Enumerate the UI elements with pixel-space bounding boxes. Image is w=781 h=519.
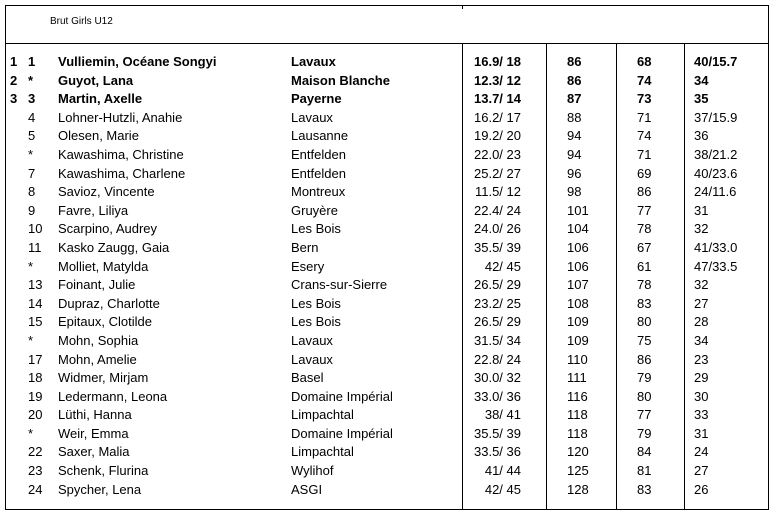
net-score: 74 [637, 72, 652, 88]
position-cell: 5 [28, 128, 36, 144]
net-score: 84 [637, 444, 652, 460]
handicap-cell: 24.0/ 26 [474, 221, 521, 237]
player-name: Mohn, Amelie [58, 351, 137, 367]
brut-score: 98 [567, 184, 582, 200]
position-cell: 22 [28, 444, 43, 460]
club-name: Lavaux [291, 109, 333, 125]
player-name: Dupraz, Charlotte [58, 295, 160, 311]
club-name: Domaine Impérial [291, 388, 393, 404]
points-cell: 37/15.9 [694, 109, 738, 125]
brut-score: 109 [567, 314, 589, 330]
brut-score: 111 [567, 370, 587, 386]
brut-score: 125 [567, 463, 589, 479]
handicap-cell: 22.4/ 24 [474, 202, 521, 218]
brut-score: 116 [567, 388, 588, 404]
club-name: Lavaux [291, 351, 333, 367]
table-row [6, 165, 768, 184]
club-name: Entfelden [291, 146, 346, 162]
position-cell: 14 [28, 295, 43, 311]
club-name: Lavaux [291, 54, 336, 69]
handicap-cell: 38/ 41 [484, 407, 521, 423]
player-name: Kawashima, Charlene [58, 165, 186, 181]
handicap-cell: 33.5/ 36 [474, 444, 521, 460]
results-table [5, 5, 769, 510]
table-row [6, 90, 768, 109]
club-name: Limpachtal [291, 444, 354, 460]
handicap-cell: 22.0/ 23 [474, 146, 521, 162]
player-name: Vulliemin, Océane Songyi [58, 54, 217, 69]
table-row [6, 425, 768, 444]
club-name: Limpachtal [291, 407, 354, 423]
brut-score: 110 [567, 351, 588, 367]
handicap-cell: 12.3/ 12 [474, 72, 521, 88]
player-name: Widmer, Mirjam [58, 370, 149, 386]
net-score: 79 [637, 370, 652, 386]
handicap-cell: 42/ 45 [484, 258, 521, 274]
handicap-cell: 23.2/ 25 [474, 295, 521, 311]
table-row [6, 53, 768, 72]
points-cell: 28 [694, 314, 709, 330]
handicap-cell: 33.0/ 36 [474, 388, 521, 404]
points-cell: 33 [694, 407, 709, 423]
header-tick-mark [462, 6, 463, 9]
position-cell: 7 [28, 165, 36, 181]
table-row [6, 295, 768, 314]
rank-cell: 3 [10, 91, 18, 107]
position-cell: 10 [28, 221, 43, 237]
table-row [6, 332, 768, 351]
club-name: Montreux [291, 184, 346, 200]
table-header [6, 6, 768, 44]
net-score: 77 [637, 407, 652, 423]
table-row [6, 481, 768, 500]
table-row [6, 462, 768, 481]
position-cell: * [28, 146, 34, 162]
net-score: 78 [637, 277, 652, 293]
club-name: ASGI [291, 481, 323, 497]
position-cell: 9 [28, 202, 36, 218]
club-name: Bern [291, 239, 319, 255]
handicap-cell: 30.0/ 32 [474, 370, 521, 386]
handicap-cell: 13.7/ 14 [474, 91, 521, 107]
brut-score: 101 [567, 202, 589, 218]
net-score: 80 [637, 388, 652, 404]
club-name: Maison Blanche [291, 72, 390, 88]
position-cell: * [28, 425, 34, 441]
points-cell: 31 [694, 202, 709, 218]
points-cell: 34 [694, 332, 709, 348]
net-score: 68 [637, 54, 652, 69]
brut-score: 94 [567, 146, 582, 162]
rank-cell: 2 [10, 72, 18, 88]
handicap-cell: 26.5/ 29 [474, 314, 521, 330]
handicap-cell: 35.5/ 39 [474, 425, 521, 441]
points-cell: 32 [694, 221, 709, 237]
player-name: Weir, Emma [58, 425, 129, 441]
player-name: Kawashima, Christine [58, 146, 184, 162]
player-name: Saxer, Malia [58, 444, 130, 460]
table-row [6, 183, 768, 202]
club-name: Les Bois [291, 295, 341, 311]
net-score: 78 [637, 221, 652, 237]
handicap-cell: 11.5/ 12 [474, 184, 521, 200]
player-name: Lohner-Hutzli, Anahie [58, 109, 183, 125]
points-cell: 36 [694, 128, 709, 144]
position-cell: 20 [28, 407, 43, 423]
points-cell: 32 [694, 277, 709, 293]
points-cell: 47/33.5 [694, 258, 738, 274]
position-cell: * [28, 332, 34, 348]
player-name: Schenk, Flurina [58, 463, 149, 479]
brut-score: 86 [567, 54, 582, 69]
brut-score: 87 [567, 91, 582, 107]
brut-score: 106 [567, 258, 589, 274]
points-cell: 24 [694, 444, 709, 460]
table-row [6, 127, 768, 146]
points-cell: 31 [694, 425, 709, 441]
table-row [6, 276, 768, 295]
net-score: 83 [637, 295, 652, 311]
position-cell: 1 [28, 54, 36, 69]
player-name: Ledermann, Leona [58, 388, 168, 404]
position-cell: 4 [28, 109, 36, 125]
table-row [6, 369, 768, 388]
handicap-cell: 19.2/ 20 [474, 128, 521, 144]
net-score: 86 [637, 184, 652, 200]
net-score: 77 [637, 202, 652, 218]
handicap-cell: 22.8/ 24 [474, 351, 521, 367]
rank-cell: 1 [10, 54, 18, 69]
brut-score: 118 [567, 425, 588, 441]
brut-score: 96 [567, 165, 582, 181]
handicap-cell: 31.5/ 34 [474, 332, 521, 348]
table-row [6, 202, 768, 221]
position-cell: 8 [28, 184, 36, 200]
player-name: Molliet, Matylda [58, 258, 149, 274]
net-score: 69 [637, 165, 652, 181]
position-cell: * [28, 258, 34, 274]
position-cell: 11 [28, 239, 42, 255]
position-cell: * [28, 72, 34, 88]
position-cell: 17 [28, 351, 43, 367]
page-title: Brut Girls U12 [50, 16, 113, 27]
net-score: 81 [637, 463, 652, 479]
net-score: 80 [637, 314, 652, 330]
net-score: 79 [637, 425, 652, 441]
position-cell: 3 [28, 91, 36, 107]
net-score: 75 [637, 332, 652, 348]
points-cell: 23 [694, 351, 709, 367]
handicap-cell: 25.2/ 27 [474, 165, 521, 181]
club-name: Esery [291, 258, 325, 274]
brut-score: 104 [567, 221, 589, 237]
table-row [6, 239, 768, 258]
player-name: Mohn, Sophia [58, 332, 139, 348]
player-name: Lüthi, Hanna [58, 407, 132, 423]
handicap-cell: 35.5/ 39 [474, 239, 521, 255]
net-score: 83 [637, 481, 652, 497]
points-cell: 40/23.6 [694, 165, 738, 181]
brut-score: 88 [567, 109, 582, 125]
player-name: Savioz, Vincente [58, 184, 155, 200]
net-score: 71 [637, 109, 652, 125]
club-name: Lausanne [291, 128, 349, 144]
position-cell: 24 [28, 481, 43, 497]
club-name: Domaine Impérial [291, 425, 393, 441]
table-row [6, 351, 768, 370]
player-name: Martin, Axelle [58, 91, 143, 107]
player-name: Guyot, Lana [58, 72, 134, 88]
points-cell: 38/21.2 [694, 146, 738, 162]
points-cell: 34 [694, 72, 709, 88]
club-name: Lavaux [291, 332, 333, 348]
points-cell: 40/15.7 [694, 54, 738, 69]
table-row [6, 443, 768, 462]
points-cell: 27 [694, 463, 709, 479]
club-name: Les Bois [291, 314, 341, 330]
results-rows [6, 53, 768, 499]
table-row [6, 109, 768, 128]
club-name: Wylihof [291, 463, 334, 479]
handicap-cell: 42/ 45 [484, 481, 521, 497]
points-cell: 29 [694, 370, 709, 386]
position-cell: 15 [28, 314, 43, 330]
player-name: Spycher, Lena [58, 481, 142, 497]
brut-score: 108 [567, 295, 589, 311]
club-name: Payerne [291, 91, 342, 107]
brut-score: 106 [567, 239, 589, 255]
net-score: 67 [637, 239, 652, 255]
brut-score: 120 [567, 444, 589, 460]
player-name: Scarpino, Audrey [58, 221, 158, 237]
position-cell: 18 [28, 370, 43, 386]
handicap-cell: 41/ 44 [484, 463, 521, 479]
handicap-cell: 16.2/ 17 [474, 109, 521, 125]
table-row [6, 146, 768, 165]
player-name: Favre, Liliya [58, 202, 129, 218]
club-name: Les Bois [291, 221, 341, 237]
player-name: Olesen, Marie [58, 128, 139, 144]
points-cell: 26 [694, 481, 709, 497]
club-name: Basel [291, 370, 324, 386]
table-row [6, 388, 768, 407]
points-cell: 30 [694, 388, 709, 404]
points-cell: 41/33.0 [694, 239, 738, 255]
brut-score: 109 [567, 332, 589, 348]
handicap-cell: 26.5/ 29 [474, 277, 521, 293]
player-name: Kasko Zaugg, Gaia [58, 239, 170, 255]
position-cell: 19 [28, 388, 43, 404]
table-row [6, 313, 768, 332]
position-cell: 13 [28, 277, 43, 293]
club-name: Entfelden [291, 165, 346, 181]
net-score: 71 [637, 146, 652, 162]
net-score: 61 [637, 258, 652, 274]
net-score: 86 [637, 351, 652, 367]
points-cell: 27 [694, 295, 709, 311]
points-cell: 35 [694, 91, 709, 107]
table-row [6, 258, 768, 277]
brut-score: 107 [567, 277, 589, 293]
player-name: Epitaux, Clotilde [58, 314, 152, 330]
table-row [6, 406, 768, 425]
table-row [6, 220, 768, 239]
player-name: Foinant, Julie [58, 277, 136, 293]
handicap-cell: 16.9/ 18 [474, 54, 521, 69]
net-score: 73 [637, 91, 652, 107]
points-cell: 24/11.6 [694, 184, 737, 200]
brut-score: 118 [567, 407, 588, 423]
club-name: Gruyère [291, 202, 338, 218]
table-row [6, 72, 768, 91]
club-name: Crans-sur-Sierre [291, 277, 388, 293]
brut-score: 128 [567, 481, 589, 497]
net-score: 74 [637, 128, 652, 144]
position-cell: 23 [28, 463, 43, 479]
brut-score: 94 [567, 128, 582, 144]
brut-score: 86 [567, 72, 582, 88]
